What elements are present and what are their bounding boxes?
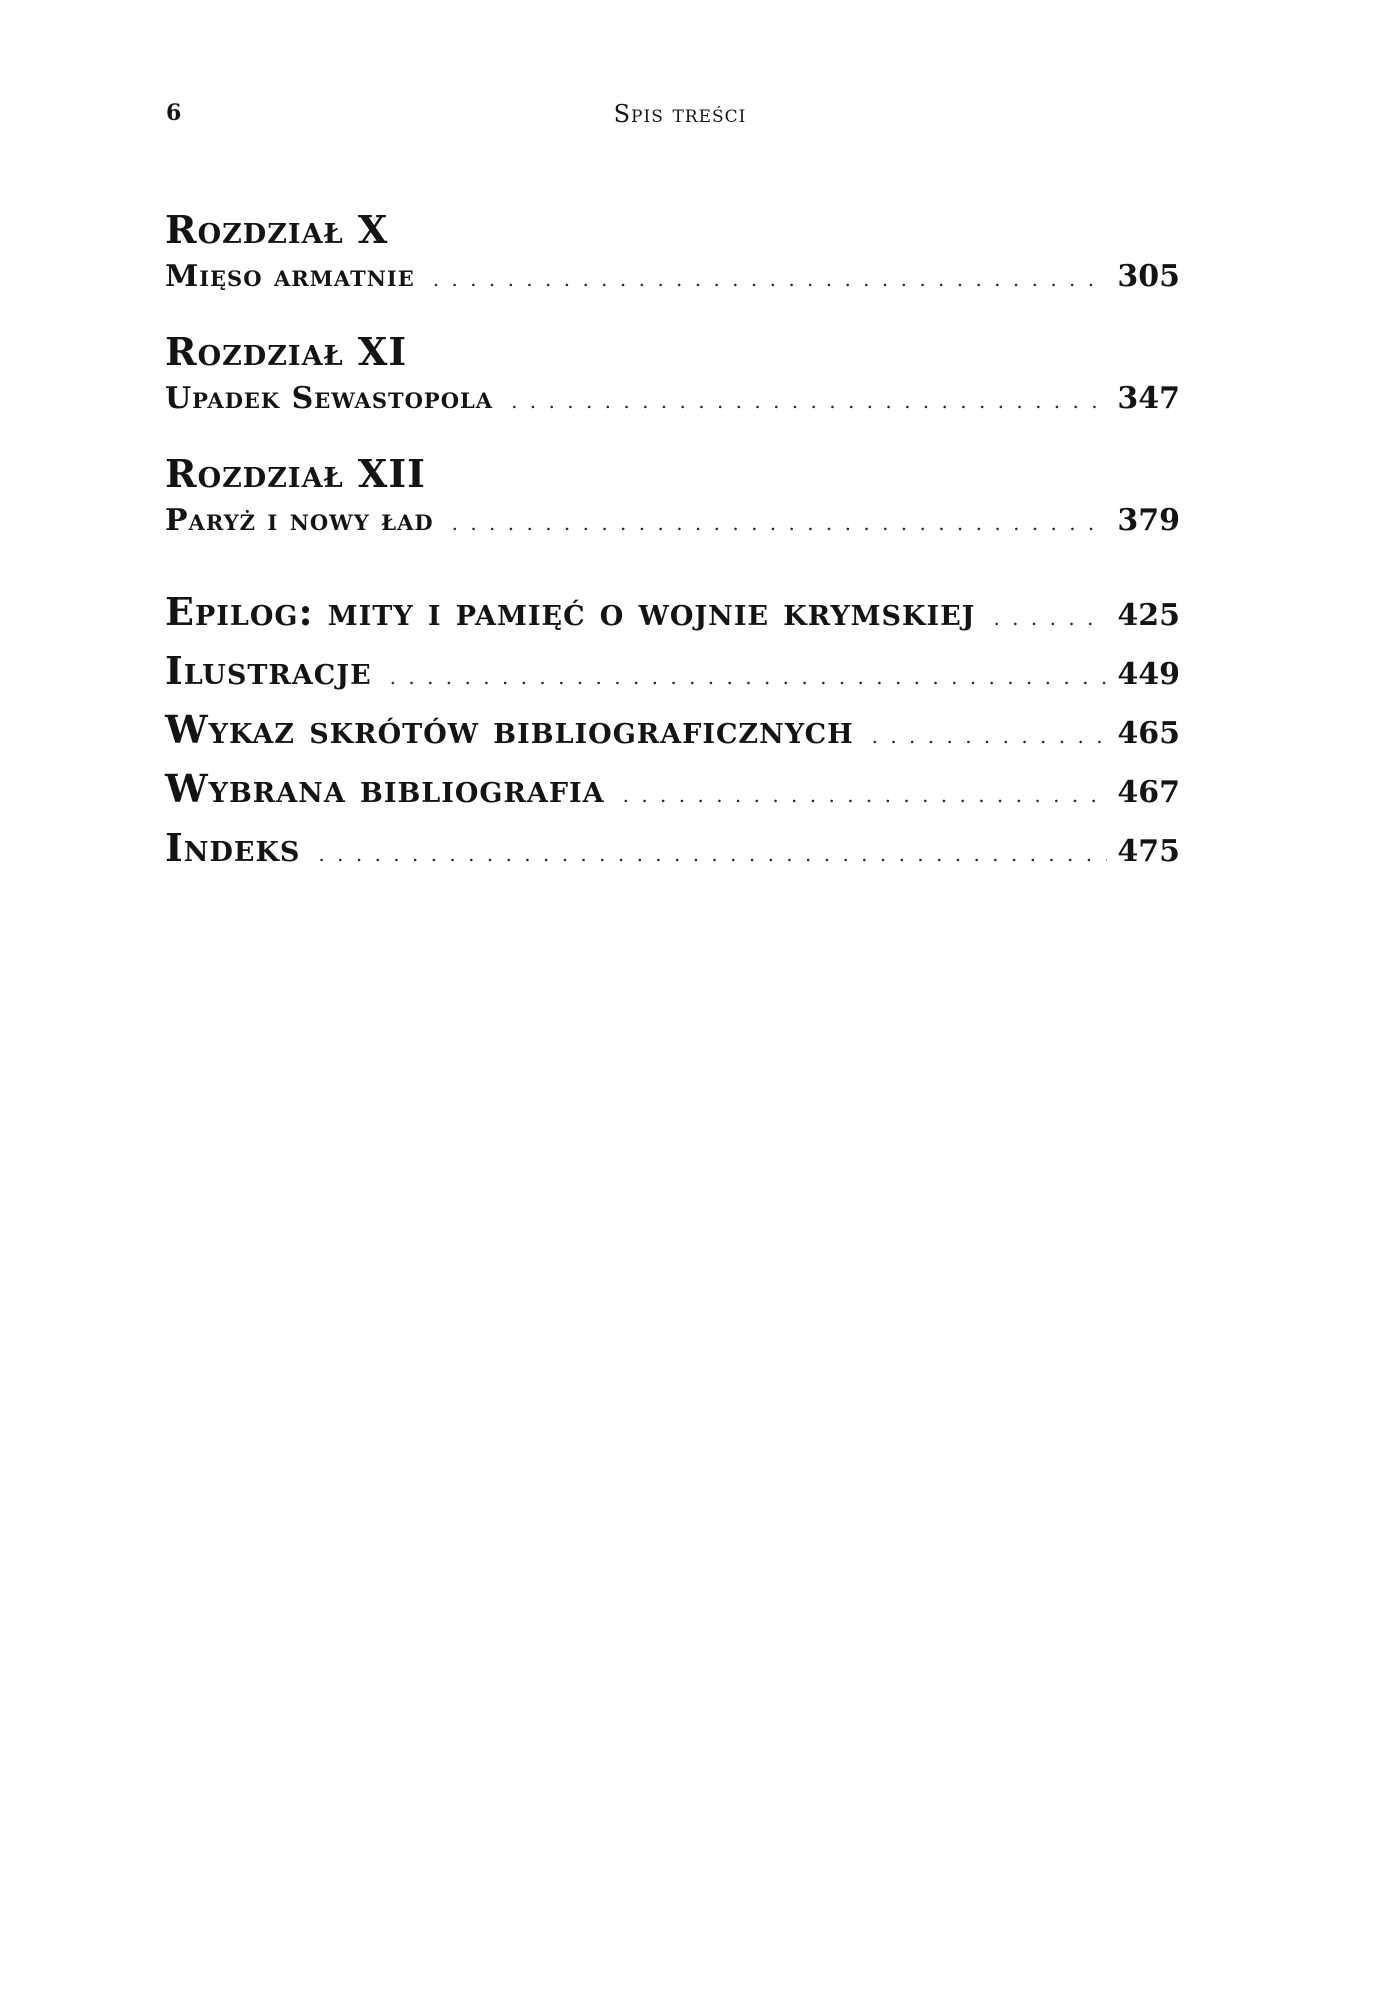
dot-leader — [318, 825, 1107, 884]
dot-leader — [511, 378, 1107, 424]
table-of-contents — [165, 206, 1180, 877]
entry-page-number: 465 — [1117, 716, 1180, 751]
dot-leader — [993, 589, 1107, 648]
toc-entry-epilog[interactable] — [165, 582, 1180, 641]
entry-page-number: 347 — [1117, 381, 1180, 416]
dot-leader — [390, 648, 1108, 707]
dot-leader — [433, 256, 1108, 302]
entry-title: Ilustracje — [165, 648, 372, 693]
entry-page-number: 379 — [1117, 503, 1180, 538]
chapter-label: Rozdział XII — [165, 451, 426, 496]
entry-page-number: 305 — [1117, 259, 1180, 294]
entry-page-number: 425 — [1117, 598, 1180, 633]
toc-entry[interactable] — [165, 254, 1180, 300]
entry-page-number: 467 — [1117, 775, 1180, 810]
entry-title: Upadek Sewastopola — [165, 381, 494, 416]
entry-title: Indeks — [165, 825, 301, 870]
entry-title: Paryż i nowy ład — [165, 503, 434, 538]
back-matter-list — [165, 582, 1180, 877]
toc-entry[interactable] — [165, 498, 1180, 544]
toc-entry-ilustracje[interactable] — [165, 641, 1180, 700]
entry-title: Wykaz skrótów bibliograficznych — [165, 707, 854, 752]
toc-entry-bibliografia[interactable] — [165, 759, 1180, 818]
entry-title: Epilog: mity i pamięć o wojnie krymskiej — [165, 589, 976, 634]
toc-chapter-x — [165, 206, 1180, 300]
toc-chapter-xi — [165, 328, 1180, 422]
toc-entry-wykaz-skrotow[interactable] — [165, 700, 1180, 759]
dot-leader — [623, 766, 1108, 825]
dot-leader — [452, 500, 1108, 546]
running-head — [0, 100, 1400, 140]
entry-page-number: 475 — [1117, 834, 1180, 869]
running-title: Spis treści — [613, 100, 747, 128]
chapter-label: Rozdział X — [165, 207, 389, 252]
toc-chapter-xii — [165, 450, 1180, 544]
toc-entry[interactable] — [165, 376, 1180, 422]
toc-entry-indeks[interactable] — [165, 818, 1180, 877]
entry-title: Wybrana bibliografia — [165, 766, 605, 811]
entry-title: Mięso armatnie — [165, 259, 415, 294]
entry-page-number: 449 — [1117, 657, 1180, 692]
dot-leader — [872, 707, 1108, 766]
page-number: 6 — [166, 100, 182, 126]
chapter-label: Rozdział XI — [165, 329, 408, 374]
